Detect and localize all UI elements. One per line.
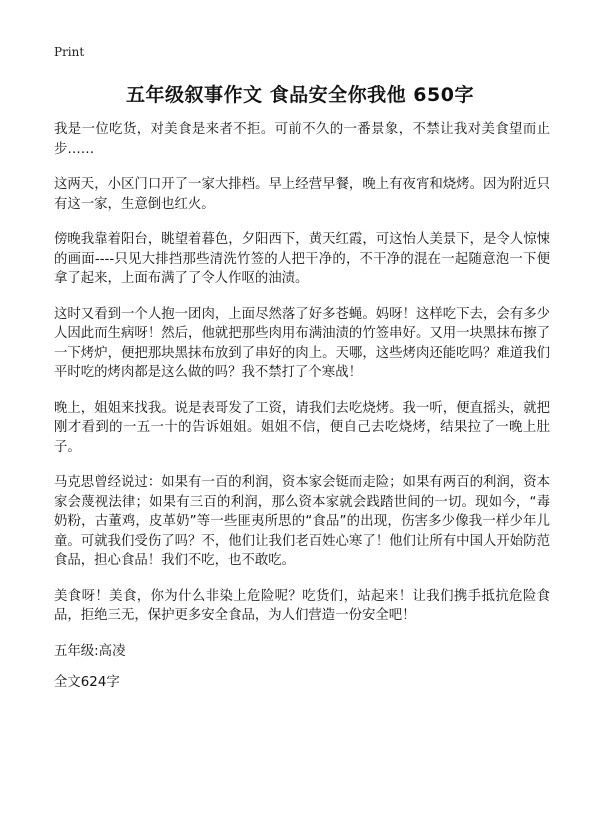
paragraph: 这时又看到一个人抱一团肉，上面尽然落了好多苍蝇。妈呀！这样吃下去，会有多少人因此而生病呀！然后，他就把那些肉用布满油渍的竹签串好。又用一块黑抹布擦了一下烤炉，便把那块黑抹布放到了串好的肉上。天哪，这些烤肉还能吃吗？难道我们平时吃的烤肉都是这么做的吗？我不禁打了个寒战！	[54, 306, 550, 380]
paragraph: 我是一位吃货，对美食是来者不拒。可前不久的一番景象，不禁让我对美食望而止步……	[54, 122, 550, 157]
author-line: 五年级:高凌	[54, 643, 126, 659]
paragraph: 傍晚我靠着阳台，眺望着暮色，夕阳西下，黄天红霞，可这怡人美景下，是令人惊悚的画面----只见大排挡那些清洗竹签的人把干净的，不干净的混在一起随意泡一下便拿了起来，上面布满了了令人作呕的油渍。	[54, 232, 550, 286]
article-body	[54, 120, 550, 709]
paragraph: 马克思曾经说过：如果有一百的利润，资本家会铤而走险；如果有两百的利润，资本家会蔑视法律；如果有三百的利润，那么资本家就会践踏世间的一切。现如今，“毒奶粉，古董鸡，皮革奶”等一些匪夷所思的“食品”的出现，伤害多少像我一样少年儿童。可就我们受伤了吗？不，他们让我们老百姓心寒了！他们让所有中国人开始防范食品，担心食品！我们不吃，也不敢吃。	[54, 475, 550, 568]
paragraph: 美食呀！美食，你为什么非染上危险呢？吃货们，站起来！让我们携手抵抗危险食品，拒绝三无，保护更多安全食品，为人们营造一份安全吧！	[54, 588, 550, 623]
paragraph: 这两天，小区门口开了一家大排档。早上经营早餐，晚上有夜宵和烧烤。因为附近只有这一家，生意倒也红火。	[54, 177, 550, 212]
paragraph: 晚上，姐姐来找我。说是表哥发了工资，请我们去吃烧烤。我一听，便直摇头，就把刚才看到的一五一十的告诉姐姐。姐姐不信，便自己去吃烧烤，结果拉了一晚上肚子。	[54, 400, 550, 455]
page-title: 五年级叙事作文 食品安全你我他 650字	[126, 84, 474, 106]
print-link[interactable]: Print	[54, 45, 85, 59]
word-count: 全文624字	[54, 675, 120, 690]
